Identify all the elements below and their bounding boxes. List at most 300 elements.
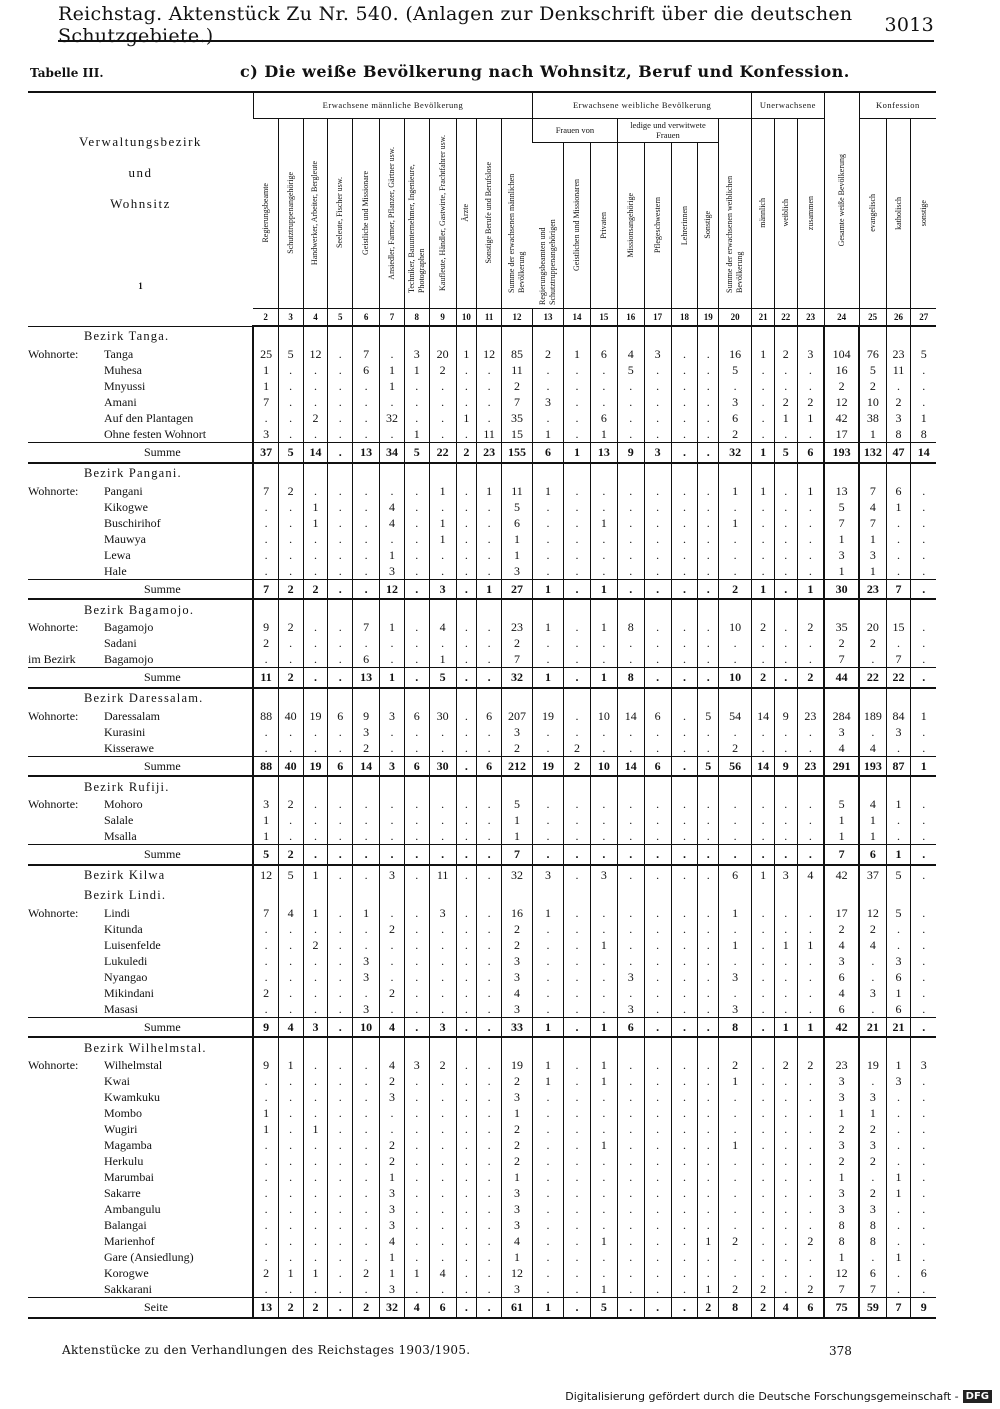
col-header-10 — [456, 118, 477, 308]
table-cell: . — [774, 378, 797, 394]
row-label — [28, 1057, 253, 1073]
row-label: Summe — [28, 756, 253, 776]
table-cell: . — [752, 724, 775, 740]
col-header-17 — [644, 142, 671, 308]
table-cell: 42 — [824, 1017, 859, 1037]
table-cell — [278, 463, 303, 483]
table-cell: . — [774, 953, 797, 969]
table-cell: . — [456, 563, 477, 580]
row-label: Bezirk Bagamojo. — [84, 602, 195, 617]
table-cell: 2 — [502, 635, 533, 651]
table-cell — [253, 599, 278, 619]
table-cell — [911, 326, 936, 346]
table-cell: . — [456, 953, 477, 969]
table-cell — [644, 1037, 671, 1057]
table-cell: . — [328, 1233, 353, 1249]
table-cell: . — [328, 1169, 353, 1185]
col-number: 2 — [253, 308, 278, 326]
table-cell: 6 — [859, 845, 886, 865]
table-cell: . — [671, 1001, 698, 1018]
table-cell: . — [533, 410, 564, 426]
table-cell: . — [456, 1233, 477, 1249]
table-cell: . — [886, 1281, 911, 1298]
footer-page-number: 378 — [829, 1344, 852, 1358]
col-header-22 — [774, 118, 797, 308]
table-cell: . — [429, 635, 456, 651]
table-row — [28, 1217, 936, 1233]
col-header-19 — [698, 142, 719, 308]
table-cell: . — [380, 531, 405, 547]
table-cell: . — [911, 1169, 936, 1185]
table-cell: . — [644, 579, 671, 599]
table-cell: 2 — [859, 1121, 886, 1137]
table-cell: . — [303, 724, 328, 740]
table-row — [28, 362, 936, 378]
table-cell: 3 — [617, 1001, 644, 1018]
table-cell: . — [617, 1233, 644, 1249]
table-cell: . — [404, 378, 429, 394]
table-cell: . — [380, 828, 405, 845]
table-cell: . — [533, 845, 564, 865]
place-name: Amani — [104, 395, 137, 409]
table-cell: . — [911, 937, 936, 953]
table-cell: . — [404, 953, 429, 969]
table-cell: . — [564, 1105, 591, 1121]
table-cell: . — [797, 905, 824, 921]
table-cell — [886, 1037, 911, 1057]
table-cell: 3 — [859, 547, 886, 563]
place-name: Luisenfelde — [104, 937, 161, 952]
table-cell: 2 — [502, 740, 533, 757]
table-cell — [719, 688, 752, 708]
table-cell: . — [404, 937, 429, 953]
table-cell: . — [671, 410, 698, 426]
table-cell: 21 — [886, 1017, 911, 1037]
table-subtitle: c) Die weiße Bevölkerung nach Wohnsitz, Beruf und Konfession. — [240, 62, 850, 81]
col-label-3: Schutztruppenangehörige — [285, 172, 295, 254]
table-row — [28, 1185, 936, 1201]
table-cell: . — [719, 1201, 752, 1217]
table-cell: 2 — [353, 1265, 380, 1281]
table-cell: 5 — [886, 905, 911, 921]
table-cell: 3 — [353, 969, 380, 985]
table-cell: 11 — [429, 865, 456, 885]
table-cell: . — [456, 499, 477, 515]
table-cell: . — [456, 1185, 477, 1201]
table-cell — [429, 1037, 456, 1057]
table-cell: . — [533, 1281, 564, 1298]
table-cell: . — [278, 1105, 303, 1121]
table-cell — [797, 463, 824, 483]
table-cell — [380, 776, 405, 796]
table-cell — [353, 463, 380, 483]
table-cell: . — [278, 563, 303, 580]
table-cell: 1 — [502, 547, 533, 563]
table-cell: . — [698, 531, 719, 547]
district-row — [28, 688, 936, 708]
table-cell: . — [477, 1017, 502, 1037]
table-cell: 38 — [859, 410, 886, 426]
place-name: Lindi — [104, 905, 130, 920]
table-cell: 23 — [477, 443, 502, 463]
table-cell: . — [477, 378, 502, 394]
table-row — [28, 905, 936, 921]
table-cell: 1 — [429, 515, 456, 531]
table-cell: . — [533, 531, 564, 547]
stub-header — [28, 92, 253, 326]
table-cell: . — [456, 1017, 477, 1037]
table-cell — [429, 885, 456, 905]
table-cell: 4 — [797, 865, 824, 885]
table-cell: 8 — [824, 1233, 859, 1249]
row-label: Summe — [28, 443, 253, 463]
sum-row — [28, 1298, 936, 1318]
table-row — [28, 1137, 936, 1153]
table-cell: 1 — [590, 668, 617, 688]
table-cell: . — [533, 563, 564, 580]
table-cell: . — [328, 547, 353, 563]
table-cell: . — [671, 1105, 698, 1121]
table-cell: . — [774, 985, 797, 1001]
table-cell: 3 — [380, 756, 405, 776]
table-cell: 76 — [859, 346, 886, 362]
table-cell: . — [278, 724, 303, 740]
table-cell: 61 — [502, 1298, 533, 1318]
table-cell: . — [752, 937, 775, 953]
table-cell: 17 — [824, 426, 859, 443]
table-cell: . — [617, 1201, 644, 1217]
table-cell — [303, 885, 328, 905]
table-cell: 6 — [404, 708, 429, 724]
table-cell: 1 — [774, 937, 797, 953]
table-cell: . — [644, 921, 671, 937]
table-cell — [404, 885, 429, 905]
table-cell: . — [617, 1249, 644, 1265]
table-cell: . — [671, 1249, 698, 1265]
table-cell: 3 — [429, 579, 456, 599]
table-cell: . — [533, 547, 564, 563]
table-cell: 207 — [502, 708, 533, 724]
table-cell: . — [617, 865, 644, 885]
table-cell: . — [533, 378, 564, 394]
table-cell: 2 — [303, 410, 328, 426]
table-cell: . — [456, 1298, 477, 1318]
table-cell: . — [797, 515, 824, 531]
table-cell: . — [429, 1185, 456, 1201]
table-cell: 9 — [911, 1298, 936, 1318]
table-cell: 1 — [380, 1265, 405, 1281]
table-cell: . — [719, 921, 752, 937]
col-number: 3 — [278, 308, 303, 326]
table-cell — [253, 463, 278, 483]
table-cell: 11 — [886, 362, 911, 378]
table-cell: 3 — [824, 1073, 859, 1089]
place-name: Bagamojo — [104, 652, 154, 666]
table-cell: . — [564, 563, 591, 580]
table-cell: 1 — [886, 796, 911, 812]
table-cell: 13 — [353, 668, 380, 688]
table-cell: 1 — [886, 845, 911, 865]
table-cell: 3 — [502, 969, 533, 985]
table-cell: 3 — [502, 1089, 533, 1105]
table-cell: . — [774, 635, 797, 651]
table-cell: 1 — [564, 346, 591, 362]
table-cell: 88 — [253, 708, 278, 724]
table-cell: 8 — [617, 668, 644, 688]
place-name: Auf den Plantagen — [104, 411, 194, 425]
table-cell: 3 — [353, 1001, 380, 1018]
table-cell: . — [911, 499, 936, 515]
table-cell: 132 — [859, 443, 886, 463]
table-cell: . — [533, 1121, 564, 1137]
table-cell: 1 — [404, 362, 429, 378]
table-cell: . — [644, 619, 671, 635]
table-cell: . — [671, 756, 698, 776]
table-cell — [429, 599, 456, 619]
table-cell: . — [328, 563, 353, 580]
table-cell: . — [617, 1073, 644, 1089]
table-cell: 1 — [797, 1017, 824, 1037]
table-cell: . — [404, 1089, 429, 1105]
table-cell — [380, 1037, 405, 1057]
table-cell: . — [429, 1217, 456, 1233]
table-cell: . — [353, 937, 380, 953]
table-cell: . — [477, 724, 502, 740]
table-cell: . — [752, 1137, 775, 1153]
table-cell: 14 — [617, 756, 644, 776]
table-cell — [564, 463, 591, 483]
table-cell: 9 — [353, 708, 380, 724]
table-cell: . — [719, 1169, 752, 1185]
table-cell: 37 — [253, 443, 278, 463]
table-cell: 1 — [278, 1265, 303, 1281]
table-cell: 3 — [502, 1185, 533, 1201]
table-cell: . — [456, 1281, 477, 1298]
table-cell: . — [253, 921, 278, 937]
table-cell: 3 — [590, 865, 617, 885]
table-cell: 193 — [859, 756, 886, 776]
table-cell: 23 — [859, 579, 886, 599]
table-cell: 6 — [824, 1001, 859, 1018]
table-cell: 2 — [380, 985, 405, 1001]
table-cell: 5 — [698, 708, 719, 724]
table-cell: . — [797, 796, 824, 812]
table-cell: . — [644, 1073, 671, 1089]
table-cell: 1 — [719, 515, 752, 531]
table-cell: . — [404, 985, 429, 1001]
table-cell: 3 — [533, 865, 564, 885]
table-cell: 3 — [886, 410, 911, 426]
table-cell: 13 — [353, 443, 380, 463]
row-label — [28, 547, 253, 563]
col-number: 21 — [752, 308, 775, 326]
table-label: Tabelle III. — [30, 66, 104, 80]
table-cell: . — [752, 547, 775, 563]
table-cell: . — [911, 547, 936, 563]
table-cell: 7 — [824, 515, 859, 531]
table-cell: . — [698, 845, 719, 865]
table-cell: . — [671, 865, 698, 885]
table-cell: . — [328, 796, 353, 812]
table-cell: . — [303, 828, 328, 845]
table-cell: . — [617, 985, 644, 1001]
table-cell: . — [404, 1185, 429, 1201]
table-cell: . — [671, 1153, 698, 1169]
col-number: 15 — [590, 308, 617, 326]
table-cell: . — [752, 1121, 775, 1137]
table-cell: 2 — [797, 619, 824, 635]
table-cell: 2 — [859, 921, 886, 937]
table-cell: . — [353, 1137, 380, 1153]
table-cell: 5 — [429, 668, 456, 688]
table-cell — [278, 1037, 303, 1057]
table-cell: 2 — [797, 394, 824, 410]
table-cell: . — [278, 1185, 303, 1201]
table-cell: 2 — [886, 394, 911, 410]
table-cell: . — [774, 1169, 797, 1185]
table-cell: 6 — [353, 651, 380, 668]
row-prefix: Wohnorte: — [28, 620, 79, 634]
table-cell: 1 — [824, 563, 859, 580]
table-cell: . — [590, 1153, 617, 1169]
table-cell: . — [671, 985, 698, 1001]
dfg-logo: DFG — [963, 1390, 992, 1403]
table-row — [28, 921, 936, 937]
row-label: Bezirk Wilhelmstal. — [84, 1040, 207, 1055]
col-number: 5 — [328, 308, 353, 326]
table-cell: . — [429, 1201, 456, 1217]
table-cell: 1 — [797, 410, 824, 426]
table-cell — [671, 599, 698, 619]
table-cell — [797, 885, 824, 905]
table-cell: 7 — [253, 579, 278, 599]
table-cell: . — [644, 1298, 671, 1318]
table-cell: . — [253, 1169, 278, 1185]
place-name: Daressalam — [104, 708, 160, 723]
table-cell: . — [328, 985, 353, 1001]
table-cell: 23 — [797, 708, 824, 724]
table-cell — [533, 599, 564, 619]
table-cell: 3 — [533, 394, 564, 410]
table-cell: . — [404, 1281, 429, 1298]
table-cell: . — [644, 1281, 671, 1298]
table-cell: . — [671, 1298, 698, 1318]
table-cell: . — [253, 531, 278, 547]
table-cell: . — [404, 531, 429, 547]
table-cell: . — [698, 921, 719, 937]
row-label — [28, 796, 253, 812]
row-prefix: Wohnorte: — [28, 347, 79, 361]
table-cell: . — [911, 905, 936, 921]
table-cell: . — [328, 362, 353, 378]
table-cell: . — [911, 619, 936, 635]
table-cell: . — [303, 563, 328, 580]
table-cell: . — [644, 1105, 671, 1121]
table-cell: . — [797, 1169, 824, 1185]
table-cell: . — [774, 426, 797, 443]
table-cell: . — [303, 483, 328, 499]
table-cell: 6 — [590, 410, 617, 426]
table-cell: . — [533, 1169, 564, 1185]
table-cell: . — [477, 1298, 502, 1318]
table-cell: . — [533, 1233, 564, 1249]
table-row — [28, 410, 936, 426]
table-cell: . — [253, 953, 278, 969]
table-cell: 56 — [719, 756, 752, 776]
table-cell: 1 — [533, 1017, 564, 1037]
table-cell: . — [328, 651, 353, 668]
table-cell: . — [328, 1089, 353, 1105]
table-cell: 3 — [617, 969, 644, 985]
table-cell: 2 — [824, 378, 859, 394]
table-cell — [911, 885, 936, 905]
table-cell: . — [429, 410, 456, 426]
table-cell: 8 — [886, 426, 911, 443]
table-cell: 1 — [456, 346, 477, 362]
table-cell: . — [719, 531, 752, 547]
table-cell — [278, 776, 303, 796]
table-cell: . — [719, 651, 752, 668]
table-cell: . — [533, 985, 564, 1001]
table-cell: 5 — [617, 362, 644, 378]
table-cell: . — [719, 1249, 752, 1265]
table-cell: 5 — [911, 346, 936, 362]
table-cell: 5 — [774, 443, 797, 463]
table-cell: 3 — [380, 708, 405, 724]
row-label: Bezirk Pangani. — [84, 466, 182, 480]
table-cell: . — [456, 865, 477, 885]
table-cell: . — [698, 668, 719, 688]
table-cell: . — [590, 563, 617, 580]
table-cell: 16 — [824, 362, 859, 378]
table-cell — [859, 463, 886, 483]
table-cell: 1 — [797, 579, 824, 599]
table-cell: 1 — [797, 483, 824, 499]
table-cell: . — [328, 443, 353, 463]
table-cell: 10 — [590, 708, 617, 724]
table-cell: . — [671, 483, 698, 499]
table-cell: 1 — [253, 812, 278, 828]
table-cell: . — [886, 1233, 911, 1249]
table-cell: . — [278, 921, 303, 937]
table-cell: 3 — [824, 1201, 859, 1217]
table-cell: . — [698, 1217, 719, 1233]
table-cell: . — [328, 1298, 353, 1318]
table-cell: 7 — [886, 1298, 911, 1318]
table-cell: 14 — [752, 756, 775, 776]
table-cell: 1 — [533, 1073, 564, 1089]
table-cell: 6 — [590, 346, 617, 362]
table-cell: . — [429, 499, 456, 515]
table-cell — [456, 688, 477, 708]
table-cell: . — [644, 1057, 671, 1073]
table-cell: . — [617, 394, 644, 410]
table-cell: 1 — [824, 531, 859, 547]
row-label — [28, 921, 253, 937]
table-cell: . — [644, 531, 671, 547]
table-cell: . — [429, 796, 456, 812]
table-cell: 1 — [824, 1105, 859, 1121]
table-cell: . — [859, 1073, 886, 1089]
col-label-12: Summe der erwachsenen männlichen Bevölkerung — [507, 173, 527, 293]
table-cell — [404, 463, 429, 483]
table-cell: . — [752, 1201, 775, 1217]
table-cell: . — [253, 563, 278, 580]
table-cell: 3 — [719, 1001, 752, 1018]
table-cell: . — [404, 1169, 429, 1185]
table-cell: . — [380, 740, 405, 757]
table-cell: 59 — [859, 1298, 886, 1318]
